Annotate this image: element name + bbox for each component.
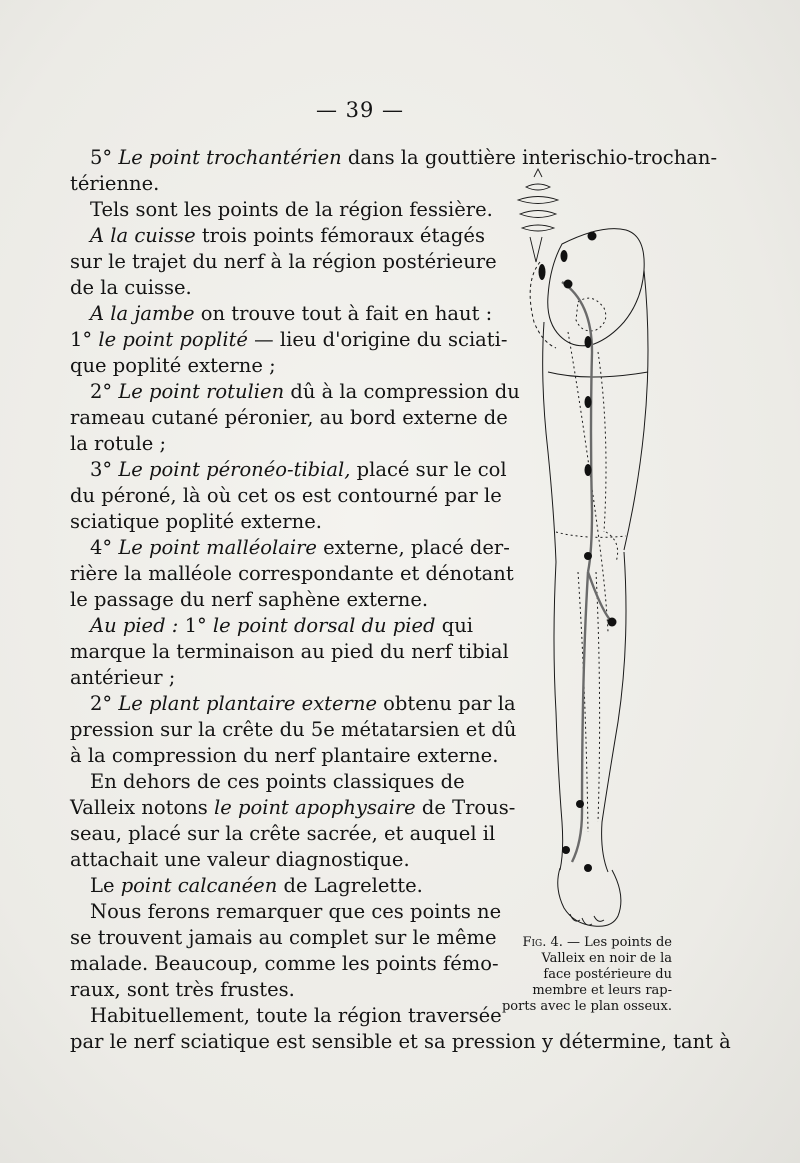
figure-caption	[497, 935, 672, 1015]
text-run: — lieu d'origine du sciati-	[247, 328, 508, 351]
text-run: Nous ferons remarquer que ces points ne	[90, 900, 502, 923]
text-line	[70, 431, 166, 457]
text-line	[70, 405, 508, 431]
text-run: du péroné, là où cet os est contourné par le	[70, 484, 502, 507]
text-line	[70, 1029, 731, 1055]
text-run: Le	[90, 874, 121, 897]
figure-label: Fig. 4.	[522, 935, 563, 950]
italic-term: Le point malléolaire	[118, 536, 317, 559]
text-run: rameau cutané péronier, au bord externe de	[70, 406, 508, 429]
sciatic-nerve	[562, 282, 612, 862]
text-run: externe, placé der-	[316, 536, 510, 559]
text-run: à la compression du nerf plantaire externe.	[70, 744, 499, 767]
text-line	[70, 561, 514, 587]
text-run: placé sur le col	[350, 458, 507, 481]
text-run: raux, sont très frustes.	[70, 978, 295, 1001]
caption-line: — Les points de	[567, 935, 672, 950]
text-run: dû à la compression du	[284, 380, 520, 403]
text-run: seau, placé sur la crête sacrée, et auquel il	[70, 822, 496, 845]
text-run: obtenu par la	[376, 692, 516, 715]
text-run: 2°	[90, 692, 119, 715]
text-line	[70, 587, 428, 613]
text-run: 4°	[90, 536, 119, 559]
text-line	[90, 1003, 502, 1029]
text-line	[90, 613, 473, 639]
text-line	[70, 847, 410, 873]
text-run: trois points fémoraux étagés	[195, 224, 485, 247]
text-run: qui	[435, 614, 474, 637]
thigh-outline	[543, 322, 556, 562]
caption-line: membre et leurs rap-	[532, 983, 672, 998]
text-line	[70, 665, 175, 691]
text-run: Tels sont les points de la région fessière.	[90, 198, 493, 221]
text-line	[70, 821, 495, 847]
text-line	[90, 769, 465, 795]
text-run: de la cuisse.	[70, 276, 192, 299]
text-line	[70, 353, 276, 379]
text-line	[90, 301, 492, 327]
text-line	[70, 275, 192, 301]
italic-term: Le point trochantérien	[118, 146, 342, 169]
italic-term: Le point rotulien	[118, 380, 285, 403]
text-line	[70, 327, 507, 353]
italic-term: le point poplité	[98, 328, 248, 351]
text-run: de Trous-	[415, 796, 516, 819]
text-line	[90, 899, 501, 925]
foot-outline	[558, 868, 621, 926]
text-run: le passage du nerf saphène externe.	[70, 588, 429, 611]
text-run: antérieur ;	[70, 666, 176, 689]
text-run: la rotule ;	[70, 432, 167, 455]
italic-term: Au pied :	[90, 614, 185, 637]
text-run: de Lagrelette.	[277, 874, 423, 897]
text-run: sciatique poplité externe.	[70, 510, 322, 533]
text-run: Valleix notons	[70, 796, 215, 819]
text-line	[90, 457, 507, 483]
text-run: que poplité externe ;	[70, 354, 276, 377]
text-line	[70, 951, 499, 977]
page-number: — 39 —	[315, 98, 405, 122]
text-run: sur le trajet du nerf à la région postérieure	[70, 250, 497, 273]
text-run: 2°	[90, 380, 119, 403]
text-run: attachait une valeur diagnostique.	[70, 848, 410, 871]
text-run: par le nerf sciatique est sensible et sa pression y détermine, tant à	[70, 1030, 731, 1053]
text-run: 3°	[90, 458, 119, 481]
text-run: dans la gouttière interischio-trochan-	[341, 146, 718, 169]
text-run: rière la malléole correspondante et dénotant	[70, 562, 514, 585]
text-line	[90, 535, 510, 561]
text-run: malade. Beaucoup, comme les points fémo-	[70, 952, 499, 975]
text-line	[90, 379, 520, 405]
text-line	[70, 717, 516, 743]
text-line	[70, 977, 295, 1003]
text-line	[90, 691, 516, 717]
caption-line: Valleix en noir de la	[541, 951, 672, 966]
italic-term: le point dorsal du pied	[212, 614, 436, 637]
text-run: 1°	[70, 328, 99, 351]
italic-term: A la jambe	[90, 302, 195, 325]
text-line	[90, 197, 493, 223]
text-line	[70, 925, 497, 951]
text-line	[70, 483, 502, 509]
text-run: térienne.	[70, 172, 160, 195]
italic-term: Le point péronéo-tibial,	[118, 458, 351, 481]
text-run: Habituellement, toute la région traversée	[90, 1004, 502, 1027]
valleix-points	[539, 232, 617, 873]
italic-term: Le plant plantaire externe	[118, 692, 377, 715]
text-run: on trouve tout à fait en haut :	[194, 302, 493, 325]
text-run: En dehors de ces points classiques de	[90, 770, 465, 793]
leg-outline	[554, 562, 563, 870]
lumbar-vertebrae	[518, 169, 558, 262]
text-run: pression sur la crête du 5e métatarsien et dû	[70, 718, 517, 741]
text-run: 5°	[90, 146, 119, 169]
text-line	[70, 639, 509, 665]
caption-line: face postérieure du	[543, 967, 672, 982]
text-line	[70, 171, 159, 197]
italic-term: A la cuisse	[90, 224, 196, 247]
caption-line: ports avec le plan osseux.	[501, 999, 672, 1014]
text-line	[90, 873, 423, 899]
italic-term: le point apophysaire	[214, 796, 416, 819]
italic-term: point calcanéen	[120, 874, 278, 897]
text-line	[90, 223, 485, 249]
text-run: marque la terminaison au pied du nerf tibial	[70, 640, 509, 663]
text-line	[70, 249, 497, 275]
leg-anatomy-figure	[478, 152, 668, 932]
text-line	[70, 509, 322, 535]
text-line	[70, 743, 498, 769]
text-run: 1°	[184, 614, 213, 637]
text-run: se trouvent jamais au complet sur le même	[70, 926, 497, 949]
text-line	[70, 795, 515, 821]
pelvis-outline	[548, 229, 644, 346]
